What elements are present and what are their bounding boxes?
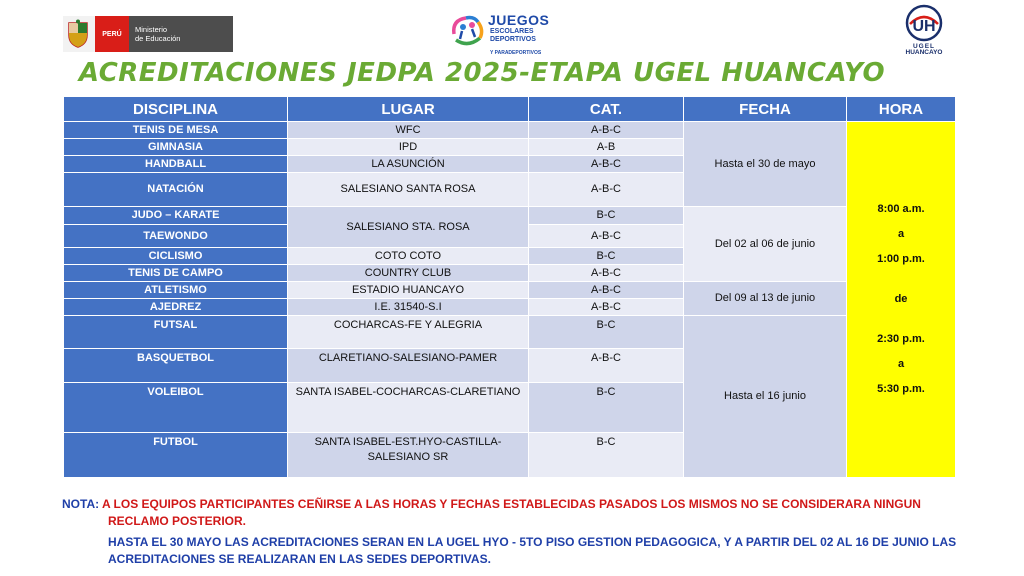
cell-cat: B-C [529,316,684,349]
cell-lugar: SANTA ISABEL-EST.HYO-CASTILLA-SALESIANO SR [288,433,529,478]
ugel-logo [892,4,956,56]
header-hora: HORA [847,97,956,122]
cell-lugar: SALESIANO STA. ROSA [288,207,529,248]
cell-cat: A-B-C [529,225,684,248]
cell-cat: B-C [529,383,684,433]
cell-lugar: SANTA ISABEL-COCHARCAS-CLARETIANO [288,383,529,433]
ugel-city-label: HUANCAYO [905,49,943,56]
cell-cat: B-C [529,248,684,265]
schedule-table [63,96,956,478]
header-disciplina: DISCIPLINA [64,97,288,122]
table-row [64,316,956,349]
cell-cat: A-B-C [529,173,684,207]
cell-lugar: I.E. 31540-S.I [288,299,529,316]
hora-line: 2:30 p.m. [877,333,925,345]
cell-cat: A-B-C [529,282,684,299]
note-blue-text: HASTA EL 30 MAYO LAS ACREDITACIONES SERAN EN LA UGEL HYO - 5TO PISO GESTION PEDAGOGICA, Y A PARTIR DEL 02 AL 16 DE JUNIO LAS ACREDITACIONES SE REALIZARAN EN LAS SEDES DEPORTIVAS. [108,535,957,566]
cell-lugar: COUNTRY CLUB [288,265,529,282]
cell-fecha: Del 02 al 06 de junio [684,207,847,282]
note-red-continuation: RECLAMO POSTERIOR. [108,514,247,528]
cell-lugar: ESTADIO HUANCAYO [288,282,529,299]
cell-disciplina: BASQUETBOL [64,349,288,383]
cell-disciplina: FUTBOL [64,433,288,478]
juegos-paradeportivos: Y PARADEPORTIVOS [490,50,542,56]
ministry-label: Ministerio de Educación [129,16,233,52]
cell-lugar: CLARETIANO-SALESIANO-PAMER [288,349,529,383]
cell-disciplina: VOLEIBOL [64,383,288,433]
cell-cat: A-B-C [529,156,684,173]
svg-text:UH: UH [912,18,936,35]
hora-line: a [897,358,905,370]
juegos-escolares-logo [448,10,568,56]
cell-cat: A-B-C [529,299,684,316]
header-cat: CAT. [529,97,684,122]
table-header-row [64,97,956,122]
cell-lugar: LA ASUNCIÓN [288,156,529,173]
hora-line: 1:00 p.m. [877,253,925,265]
cell-fecha: Hasta el 30 de mayo [684,122,847,207]
cell-disciplina: NATACIÓN [64,173,288,207]
ugel-label: UGEL [912,43,936,50]
header-lugar: LUGAR [288,97,529,122]
table-row [64,282,956,299]
cell-disciplina: TENIS DE CAMPO [64,265,288,282]
cell-fecha: Del 09 al 13 de junio [684,282,847,316]
minedu-logo [63,16,233,52]
hora-line: 5:30 p.m. [877,383,925,395]
hora-line: 8:00 a.m. [877,203,925,215]
cell-cat: A-B-C [529,265,684,282]
peru-label: PERÚ [95,16,129,52]
cell-lugar: COCHARCAS-FE Y ALEGRIA [288,316,529,349]
cell-disciplina: GIMNASIA [64,139,288,156]
cell-disciplina: TENIS DE MESA [64,122,288,139]
cell-cat: B-C [529,433,684,478]
ugel-emblem-icon [902,4,946,42]
cell-disciplina: TAEWONDO [64,225,288,248]
cell-disciplina: AJEDREZ [64,299,288,316]
cell-hora [847,122,956,478]
note-label: NOTA: [62,497,100,511]
note-red-text: A LOS EQUIPOS PARTICIPANTES CEÑIRSE A LAS HORAS Y FECHAS ESTABLECIDAS PASADOS LOS MISMOS NO SE CONSIDERARA NINGUN [102,497,921,511]
header-fecha: FECHA [684,97,847,122]
cell-fecha: Hasta el 16 junio [684,316,847,478]
cell-disciplina: FUTSAL [64,316,288,349]
peru-shield-icon [65,19,91,49]
cell-cat: B-C [529,207,684,225]
juegos-title: JUEGOS [488,12,550,28]
juegos-swirl-icon [448,12,488,52]
note-line-1 [62,496,962,513]
cell-lugar: WFC [288,122,529,139]
cell-lugar: IPD [288,139,529,156]
cell-cat: A-B [529,139,684,156]
table-row [64,122,956,139]
cell-disciplina: HANDBALL [64,156,288,173]
cell-disciplina: CICLISMO [64,248,288,265]
hora-line: de [894,293,908,305]
juegos-subtitle: ESCOLARES DEPORTIVOS [490,28,536,43]
table-row [64,207,956,225]
hora-line: a [897,228,905,240]
cell-lugar: COTO COTO [288,248,529,265]
cell-lugar: SALESIANO SANTA ROSA [288,173,529,207]
cell-cat: A-B-C [529,349,684,383]
cell-cat: A-B-C [529,122,684,139]
cell-disciplina: JUDO – KARATE [64,207,288,225]
cell-disciplina: ATLETISMO [64,282,288,299]
page-title: ACREDITACIONES JEDPA 2025-ETAPA UGEL HUANCAYO [78,58,886,88]
